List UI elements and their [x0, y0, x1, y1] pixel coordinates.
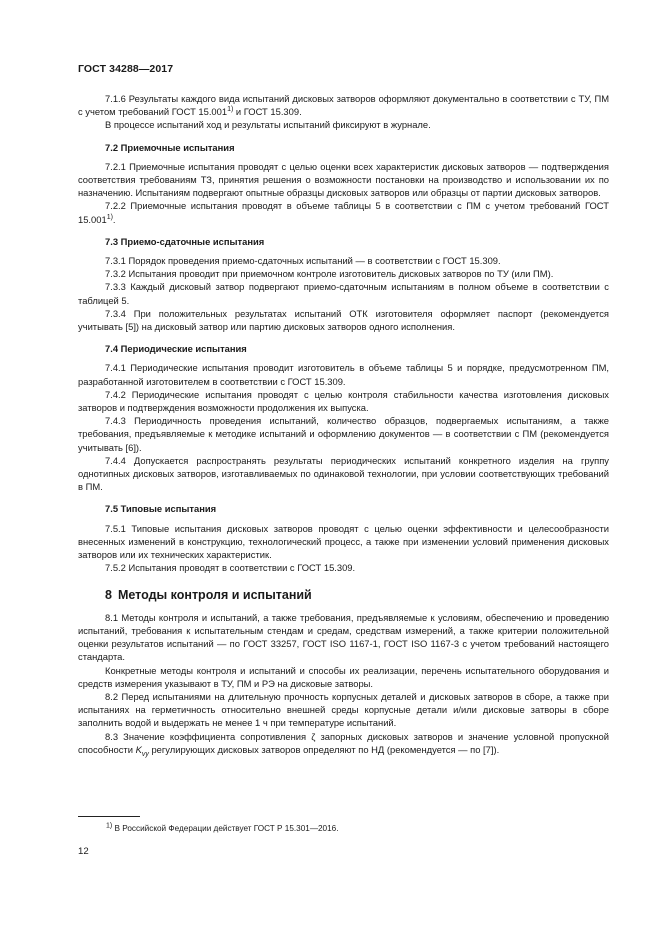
footnote [106, 824, 339, 833]
footnote-text: В Российской Федерации действует ГОСТ Р 15.301—2016. [114, 824, 339, 833]
chapter-title: Методы контроля и испытаний [117, 587, 312, 602]
paragraph-7-4-1: 7.4.1 Периодические испытания проводит изготовитель в объеме таблицы 5 и порядке, предусмотренном ПМ, разработанной изготовителем в соответствии с ГОСТ 15.309. [78, 362, 609, 387]
section-7-4-title: 7.4 Периодические испытания [105, 343, 247, 355]
section-7-5-title: 7.5 Типовые испытания [105, 503, 217, 515]
footnote-divider [78, 816, 140, 817]
paragraph-7-3-1: 7.3.1 Порядок проведения приемо-сдаточных испытаний — в соответствии с ГОСТ 15.309. [105, 255, 501, 267]
paragraph-text: . [112, 213, 116, 225]
document-header: ГОСТ 34288—2017 [78, 63, 174, 75]
paragraph-7-4-4: 7.4.4 Допускается распространять результаты периодических испытаний конкретного изделия на группу однотипных дисковых затворов, изготавливаемых по одинаковой технологии, при условии соответствующих требований в ПМ. [78, 454, 609, 493]
symbol-k-subscript [142, 751, 149, 758]
section-7-3-title: 7.3 Приемо-сдаточные испытания [105, 235, 265, 247]
document-body [78, 92, 609, 761]
paragraph-7-5-2: 7.5.2 Испытания проводят в соответствии с ГОСТ 15.309. [105, 562, 356, 574]
footnote-ref: 1) [106, 213, 113, 221]
footnote-ref: 1) [227, 106, 234, 114]
page-number: 12 [78, 846, 89, 857]
paragraph-text: и ГОСТ 15.309. [233, 106, 302, 118]
paragraph-7-3-2: 7.3.2 Испытания проводит при приемочном контроле изготовитель дисковых затворов по ТУ (или ПМ). [105, 268, 554, 280]
paragraph-7-3-4: 7.3.4 При положительных результатах испытаний ОТК изготовителя оформляет паспорт (рекомендуется учитывать [5]) на дисковый затвор или партию дисковых затворов одного исполнения. [78, 307, 609, 333]
paragraph-7-2-2 [78, 199, 609, 225]
paragraph-text: 7.2.2 Приемочные испытания проводят в объеме таблицы 5 в соответствии с ПМ с учетом требований ГОСТ 15.001 [78, 200, 609, 225]
paragraph-8-1: 8.1 Методы контроля и испытаний, а также требования, предъявляемые к условиям, обеспечению и проведению испытаний, требования к испытательным стендам и средам, средствам измерений, а также критерии положительной оценки результатов испытаний — по ГОСТ 33257, ГОСТ ISO 1167-1, ГОСТ ISO 1167-3 с учетом требований настоящего стандарта. [78, 611, 609, 663]
paragraph-8-2: 8.2 Перед испытаниями на длительную прочность корпусных деталей и дисковых затворов в сборе, а также при испытаниях на герметичность относительно внешней среды корпусные детали и/или дисковые затворы в сборе заполнить водой и выдержать не менее 1 ч при температуре испытаний. [78, 690, 609, 729]
paragraph-8-3 [78, 730, 609, 761]
symbol-k: K [135, 743, 142, 755]
paragraph-7-4-2: 7.4.2 Периодические испытания проводят с целью контроля стабильности качества изготовления дисковых затворов и подтверждения возможности продолжения их выпуска. [78, 388, 609, 414]
chapter-number: 8 [105, 587, 112, 602]
paragraph-7-4-3: 7.4.3 Периодичность проведения испытаний, количество образцов, подвергаемых испытаниям, а также требования, предъявляемые к методике испытаний и оформлению документов — в соответствии с ПМ (рекомендуется учитывать [6]). [78, 415, 609, 453]
paragraph-7-1-6 [78, 92, 609, 118]
paragraph-7-2-1: 7.2.1 Приемочные испытания проводят с целью оценки всех характеристик дисковых затворов — подтверждения соответствия требованиям ТЗ, принятия решения о возможности постановки на производство и использовании их по назначению. Испытаниям подвергают опытные образцы дисковых затворов или образцы от партии дисковых затворов. [78, 160, 609, 199]
paragraph-text: регулирующих дисковых затворов определяют по НД (рекомендуется — по [7]). [148, 743, 500, 755]
footnote-mark: 1) [106, 822, 113, 830]
paragraph-8-1-cont: Конкретные методы контроля и испытаний и способы их реализации, перечень испытательного оборудования и средств измерения указывают в ТУ, ПМ и РЭ на дисковые затворы. [78, 664, 609, 689]
section-7-2-title: 7.2 Приемочные испытания [105, 141, 235, 153]
paragraph-7-1-6-cont: В процессе испытаний ход и результаты испытаний фиксируют в журнале. [105, 119, 431, 131]
paragraph-7-3-3: 7.3.3 Каждый дисковый затвор подвергают приемо-сдаточным испытаниям в полном объеме в соответствии с таблицей 5. [78, 281, 609, 306]
chapter-8-title [105, 589, 609, 602]
paragraph-text: 7.1.6 Результаты каждого вида испытаний дисковых затворов оформляют документально в соответствии с ТУ, ПМ с учетом требований ГОСТ 15.001 [78, 93, 609, 118]
paragraph-text: 8.3 Значение коэффициента сопротивления ζ запорных дисковых затворов и значение условной пропускной способности [78, 730, 609, 755]
subscript-text: vy [141, 750, 149, 758]
paragraph-7-5-1: 7.5.1 Типовые испытания дисковых затворов проводят с целью оценки эффективности и целесообразности внесенных изменений в конструкцию, технологический процесс, а также при изменении условий применения дисковых затворов или их технических характеристик. [78, 522, 609, 561]
